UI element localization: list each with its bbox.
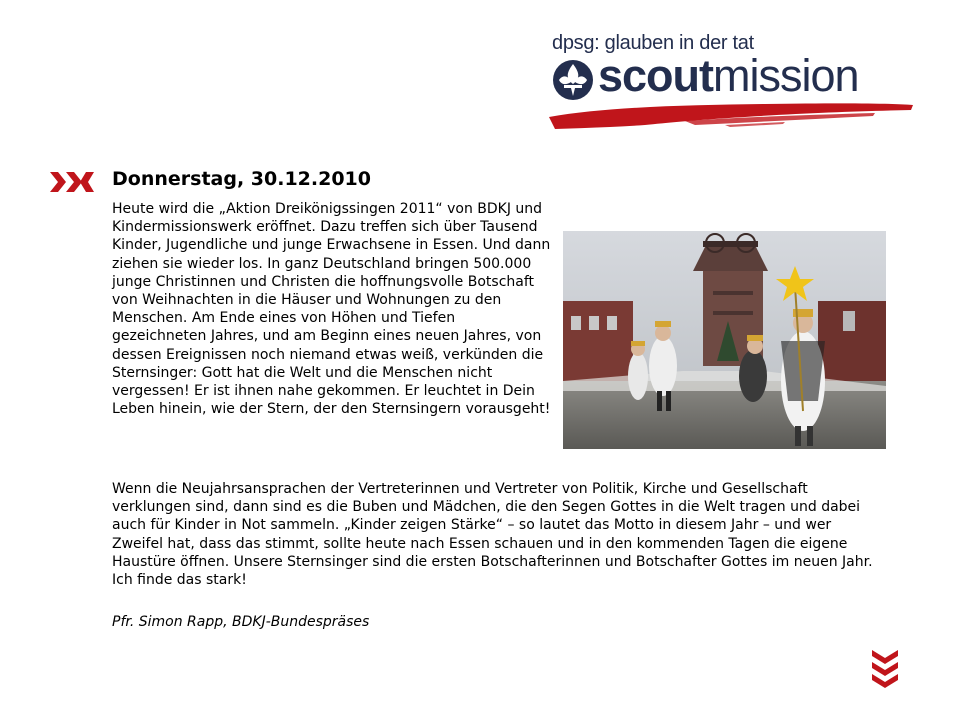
article-title: Donnerstag, 30.12.2010 <box>112 168 371 190</box>
article-paragraph-2: Wenn die Neujahrsansprachen der Vertreterinnen und Vertreter von Politik, Kirche und Gesellschaft verklungen sind, dann sind es die Buben und Mädchen, die den Segen Gottes in die Welt tragen und dabei auch für Kinder in Not sammeln. „Kinder zeigen Stärke“ – so lautet das Motto in diesem Jahr – und wer Zweifel hat, dass das stimmt, sollte heute nach Essen schauen und in den kommenden Tagen die eigene Haustüre öffnen. Unsere Sternsinger sind die ersten Botschafterinnen und Botschafter Gottes im neuen Jahr. Ich finde das stark! <box>112 481 873 589</box>
article-paragraph-1: Heute wird die „Aktion Dreikönigssingen 2011“ von BDKJ und Kindermissionswerk eröffnet. Dazu treffen sich über Tausend Kinder, Jugendliche und junge Erwachsene in Essen. Und dann ziehen sie wieder los. In ganz Deutschland bringen 500.000 junge Christinnen und Christen die hoffnungsvolle Botschaft von Weihnachten in die Häuser und Wohnungen zu den Menschen. Am Ende eines von Höhen und Tiefen gezeichneten Jahres, und am Beginn eines neuen Jahres, von dessen Ereignissen noch niemand etwas weiß, verkünden die Sternsinger: Gott hat die Welt und die Menschen nicht vergessen! Er ist ihnen nahe gekommen. Er leuchtet in Dein Leben hinein, wie der Stern, der den Sternsingern vorausgeht! <box>112 201 551 418</box>
article-signature: Pfr. Simon Rapp, BDKJ-Bundespräses <box>112 614 370 630</box>
brand-bold: scout <box>598 50 714 101</box>
brand-light: mission <box>713 50 859 101</box>
triple-chevron-down-icon[interactable] <box>870 648 900 690</box>
sternsinger-photo <box>563 231 886 449</box>
double-chevron-bullet-icon <box>48 170 96 194</box>
red-brush-stroke-icon <box>545 95 917 135</box>
logo-tagline: dpsg: glauben in der tat <box>552 32 754 54</box>
